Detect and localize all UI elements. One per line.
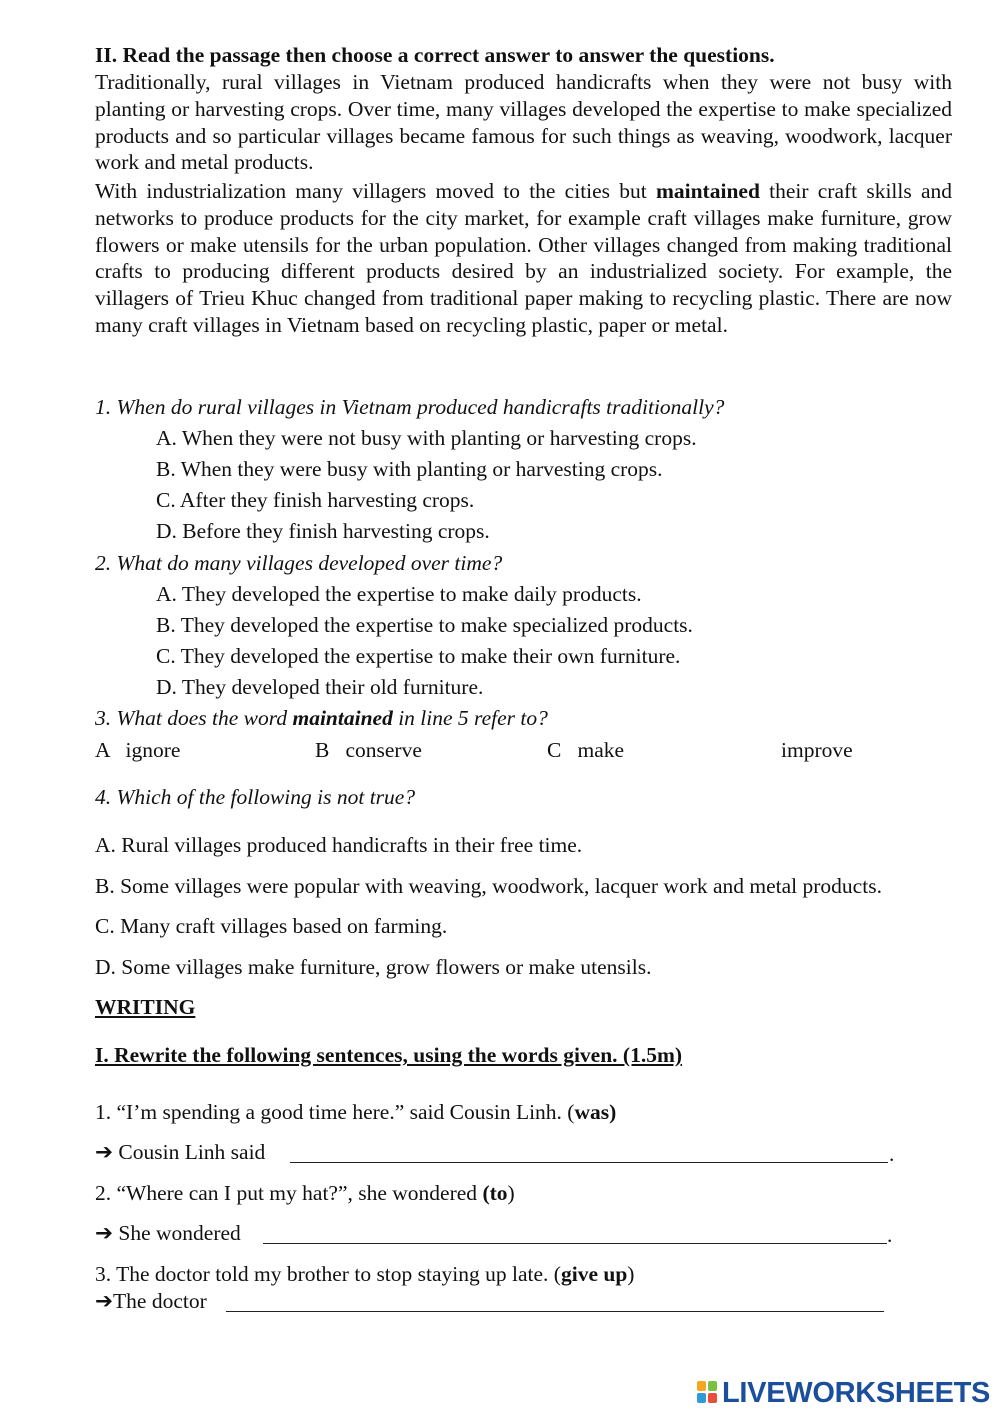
q1-option-d[interactable]: D. Before they finish harvesting crops. bbox=[156, 519, 490, 543]
passage-keyword: maintained bbox=[655, 179, 760, 203]
q2-option-a[interactable]: A. They developed the expertise to make daily products. bbox=[156, 582, 642, 606]
question-3 bbox=[95, 705, 548, 732]
q4-option-d[interactable]: D. Some villages make furniture, grow flowers or make utensils. bbox=[95, 955, 652, 979]
question-4: 4. Which of the following is not true? bbox=[95, 785, 416, 809]
logo-blocks-icon bbox=[697, 1381, 719, 1405]
q1-option-a[interactable]: A. When they were not busy with planting or harvesting crops. bbox=[156, 426, 697, 450]
passage-text: With industrialization many villagers moved to the cities but bbox=[95, 179, 656, 203]
writing-prompt-text: 3. The doctor told my brother to stop staying up late. ( bbox=[95, 1262, 561, 1286]
passage-paragraph-2 bbox=[95, 178, 952, 339]
passage-paragraph-1: Traditionally, rural villages in Vietnam produced handicrafts when they were not busy with planting or harvesting crops. Over time, many villages developed the expertise to make specialized products and so particular villages became famous for such things as weaving, woodwork, lacquer work and metal products. bbox=[95, 70, 952, 175]
q1-option-b[interactable]: B. When they were busy with planting or harvesting crops. bbox=[156, 457, 663, 481]
writing-prompt-3 bbox=[95, 1261, 634, 1288]
logo-text: LIVEWORKSHEETS bbox=[722, 1376, 991, 1409]
writing-answer-lead: Cousin Linh said bbox=[118, 1140, 266, 1164]
writing-prompt-close: ) bbox=[507, 1181, 515, 1205]
q3-option-a[interactable]: A ignore bbox=[95, 738, 181, 762]
writing-keyword: give up bbox=[560, 1262, 628, 1286]
question-2: 2. What do many villages developed over time? bbox=[95, 551, 503, 575]
writing-answer-lead: The doctor bbox=[113, 1289, 207, 1313]
passage-text: their craft skills and networks to produce products for the city market, for example craft villages make furniture, grow flowers or make utensils for the urban population. Other villages changed from making traditional crafts to producing different products desired by an industrialized society. For example, the villagers of Trieu Khuc changed from traditional paper making to recycling plastic. There are now many craft villages in Vietnam based on recycling plastic, paper or metal. bbox=[95, 179, 953, 337]
reading-heading: II. Read the passage then choose a correct answer to answer the questions. bbox=[95, 43, 775, 67]
question-3-text: in line 5 refer to? bbox=[392, 706, 548, 730]
question-3-keyword: maintained bbox=[292, 706, 393, 730]
question-1: 1. When do rural villages in Vietnam produced handicrafts traditionally? bbox=[95, 395, 725, 419]
arrow-icon: ➔ bbox=[95, 1140, 114, 1164]
writing-keyword: (to bbox=[482, 1181, 508, 1205]
liveworksheets-logo[interactable] bbox=[697, 1376, 990, 1410]
answer-blank-1[interactable] bbox=[290, 1162, 888, 1163]
writing-prompt-text: 1. “I’m spending a good time here.” said Cousin Linh. ( bbox=[95, 1100, 575, 1124]
q4-option-a[interactable]: A. Rural villages produced handicrafts in their free time. bbox=[95, 833, 583, 857]
q4-option-b[interactable]: B. Some villages were popular with weaving, woodwork, lacquer work and metal products. bbox=[95, 874, 882, 898]
q2-option-c[interactable]: C. They developed the expertise to make their own furniture. bbox=[156, 644, 681, 668]
writing-answer-line-2 bbox=[95, 1220, 241, 1247]
arrow-icon: ➔ bbox=[95, 1221, 114, 1245]
writing-prompt-1 bbox=[95, 1099, 616, 1126]
answer-blank-3[interactable] bbox=[226, 1311, 884, 1312]
q4-option-c[interactable]: C. Many craft villages based on farming. bbox=[95, 914, 448, 938]
writing-answer-line-3 bbox=[95, 1288, 207, 1315]
writing-prompt-2 bbox=[95, 1180, 515, 1207]
q2-option-d[interactable]: D. They developed their old furniture. bbox=[156, 675, 484, 699]
q1-option-c[interactable]: C. After they finish harvesting crops. bbox=[156, 488, 475, 512]
q3-option-d[interactable]: improve bbox=[781, 738, 853, 762]
question-3-text: 3. What does the word bbox=[95, 706, 293, 730]
q2-option-b[interactable]: B. They developed the expertise to make specialized products. bbox=[156, 613, 693, 637]
answer-end-1: . bbox=[889, 1142, 895, 1166]
writing-heading: WRITING bbox=[95, 995, 196, 1019]
q3-option-c[interactable]: C make bbox=[547, 738, 625, 762]
writing-answer-line-1 bbox=[95, 1139, 265, 1166]
answer-blank-2[interactable] bbox=[263, 1243, 887, 1244]
writing-prompt-close: ) bbox=[627, 1262, 635, 1286]
writing-section-title: I. Rewrite the following sentences, using the words given. (1.5m) bbox=[95, 1043, 683, 1067]
writing-prompt-text: 2. “Where can I put my hat?”, she wondered bbox=[95, 1181, 483, 1205]
answer-end-2: . bbox=[887, 1223, 893, 1247]
q3-option-b[interactable]: B conserve bbox=[315, 738, 422, 762]
writing-answer-lead: She wondered bbox=[118, 1221, 241, 1245]
writing-keyword: was) bbox=[574, 1100, 617, 1124]
arrow-icon: ➔ bbox=[95, 1289, 114, 1313]
